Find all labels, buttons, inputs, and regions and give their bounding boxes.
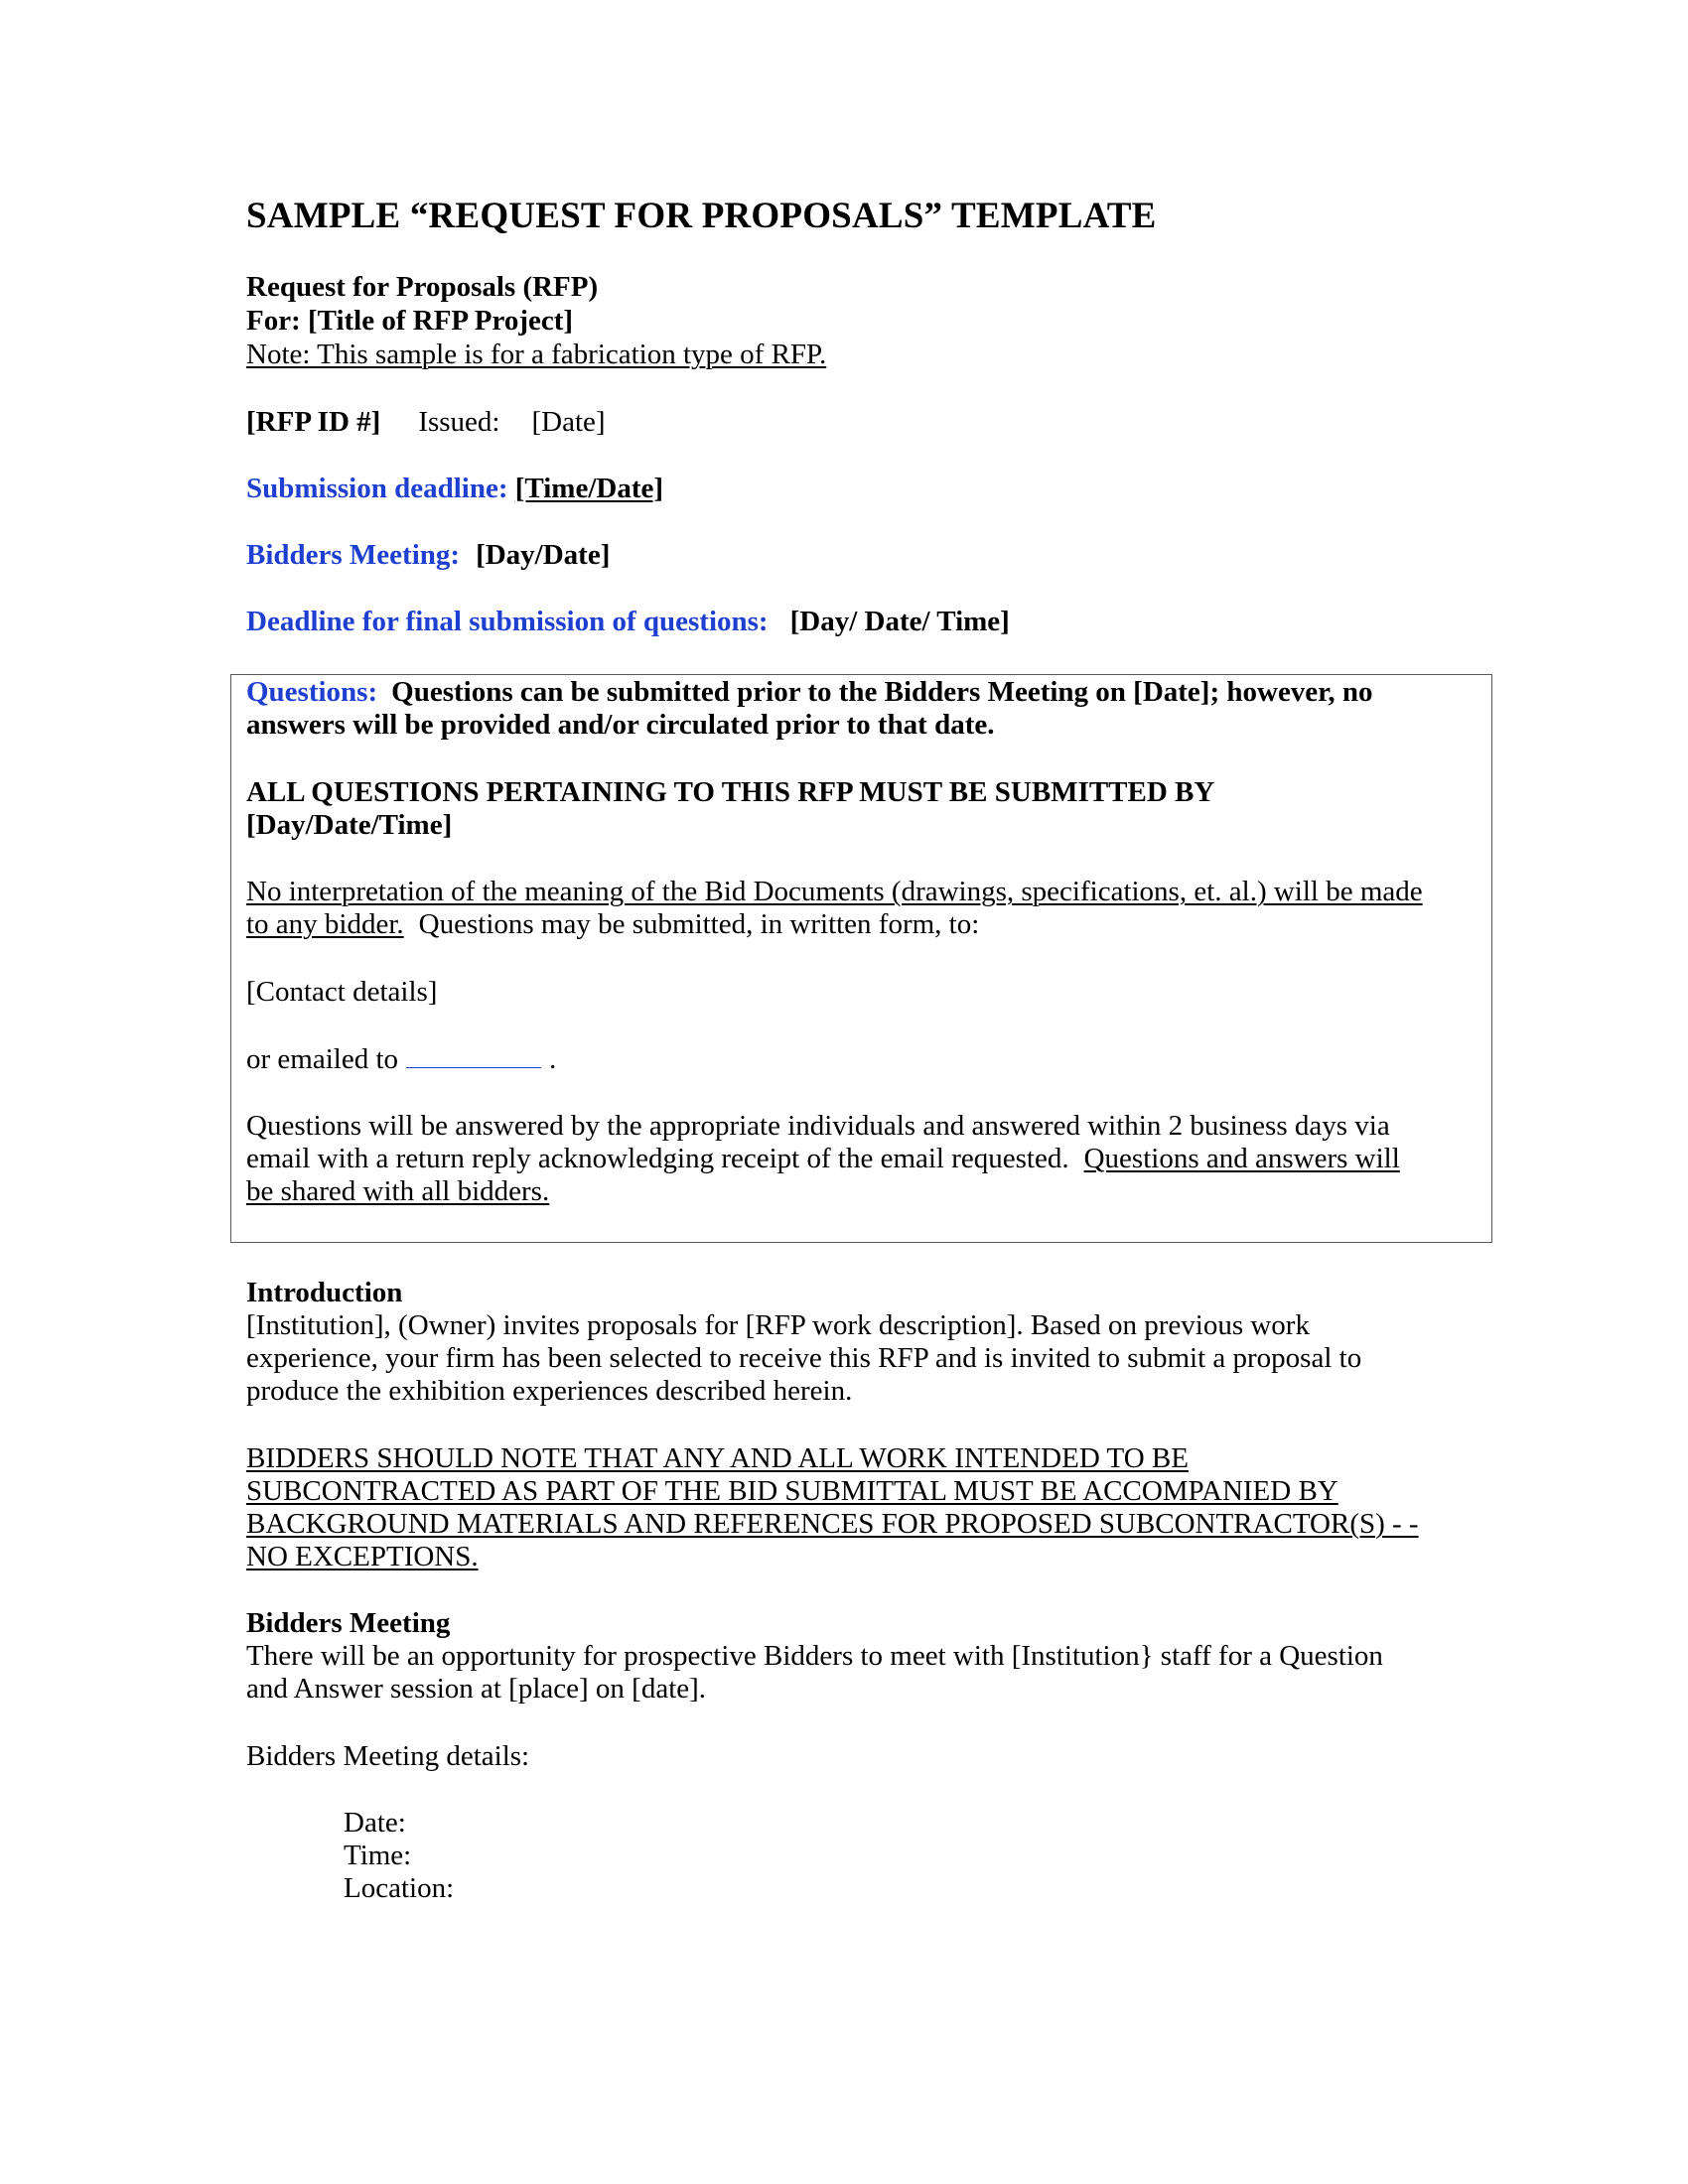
introduction-line-1: [Institution], (Owner) invites proposals for [RFP work description]. Based on previous work <box>246 1309 1310 1341</box>
meeting-time-label: Time: <box>344 1840 412 1871</box>
rfp-id: [RFP ID #] <box>246 406 381 438</box>
introduction-line-3: produce the exhibition experiences described herein. <box>246 1375 853 1407</box>
email-suffix: . <box>549 1043 557 1075</box>
bidders-meeting-value: [Day/Date] <box>476 539 611 571</box>
bidders-meeting-line-1: There will be an opportunity for prospective Bidders to meet with [Institution} staff for a Question <box>246 1640 1383 1672</box>
subcontract-notice-line-2: SUBCONTRACTED AS PART OF THE BID SUBMITTAL MUST BE ACCOMPANIED BY <box>246 1475 1338 1507</box>
meeting-location-label: Location: <box>344 1872 455 1904</box>
contact-details: [Contact details] <box>246 976 438 1008</box>
bidders-meeting-details-label: Bidders Meeting details: <box>246 1740 530 1772</box>
rfp-note: Note: This sample is for a fabrication type of RFP. <box>246 339 827 370</box>
rfp-header-line: Request for Proposals (RFP) <box>246 271 599 303</box>
questions-label: Questions: <box>246 676 378 708</box>
all-questions-deadline: [Day/Date/Time] <box>246 809 453 841</box>
answers-shared-text-end: be shared with all bidders. <box>246 1175 550 1207</box>
bidders-meeting-row <box>246 538 610 572</box>
questions-deadline-value: [Day/ Date/ Time] <box>789 606 1010 637</box>
bidders-meeting-heading: Bidders Meeting <box>246 1607 451 1639</box>
questions-deadline-row <box>246 605 1010 638</box>
issued-date: [Date] <box>531 406 606 438</box>
bidders-meeting-label: Bidders Meeting: <box>246 539 461 571</box>
submission-instructions: Questions may be submitted, in written form, to: <box>418 908 980 940</box>
interpretation-notice-end: to any bidder. <box>246 908 404 940</box>
email-prefix: or emailed to <box>246 1043 399 1075</box>
subcontract-notice-line-1: BIDDERS SHOULD NOTE THAT ANY AND ALL WORK INTENDED TO BE <box>246 1442 1189 1474</box>
submission-deadline-label: Submission deadline: <box>246 473 508 504</box>
introduction-line-2: experience, your firm has been selected to receive this RFP and is invited to submit a proposal to <box>246 1342 1362 1374</box>
issued-label: Issued: <box>418 406 500 438</box>
questions-deadline-label: Deadline for final submission of questions: <box>246 606 769 637</box>
email-blank-field <box>406 1041 541 1068</box>
answers-paragraph-line-1: Questions will be answered by the appropriate individuals and answered within 2 business days via <box>246 1110 1390 1142</box>
subcontract-notice-line-3: BACKGROUND MATERIALS AND REFERENCES FOR PROPOSED SUBCONTRACTOR(S) - - <box>246 1508 1419 1540</box>
answers-text: email with a return reply acknowledging receipt of the email requested. <box>246 1143 1069 1174</box>
subcontract-notice-line-4: NO EXCEPTIONS. <box>246 1541 479 1572</box>
document-title: SAMPLE “REQUEST FOR PROPOSALS” TEMPLATE <box>246 196 1157 236</box>
rfp-project-title: For: [Title of RFP Project] <box>246 305 574 337</box>
questions-paragraph-line <box>246 675 1373 709</box>
answers-shared-text: Questions and answers will <box>1083 1143 1400 1174</box>
bidders-meeting-line-2: and Answer session at [place] on [date]. <box>246 1673 707 1705</box>
all-questions-notice: ALL QUESTIONS PERTAINING TO THIS RFP MUST BE SUBMITTED BY <box>246 776 1215 808</box>
questions-paragraph-line-2: answers will be provided and/or circulated prior to that date. <box>246 709 995 741</box>
submission-deadline-row <box>246 472 663 505</box>
interpretation-notice-line-2 <box>246 907 979 941</box>
questions-text: Questions can be submitted prior to the Bidders Meeting on [Date]; however, no <box>391 676 1373 708</box>
introduction-heading: Introduction <box>246 1277 403 1308</box>
interpretation-notice: No interpretation of the meaning of the Bid Documents (drawings, specifications, et. al.) will be made <box>246 876 1423 907</box>
email-row <box>246 1041 556 1076</box>
meeting-date-label: Date: <box>344 1807 406 1839</box>
answers-paragraph-line-2 <box>246 1142 1400 1175</box>
submission-deadline-value: [Time/Date] <box>514 473 664 504</box>
rfp-id-row <box>246 405 606 439</box>
